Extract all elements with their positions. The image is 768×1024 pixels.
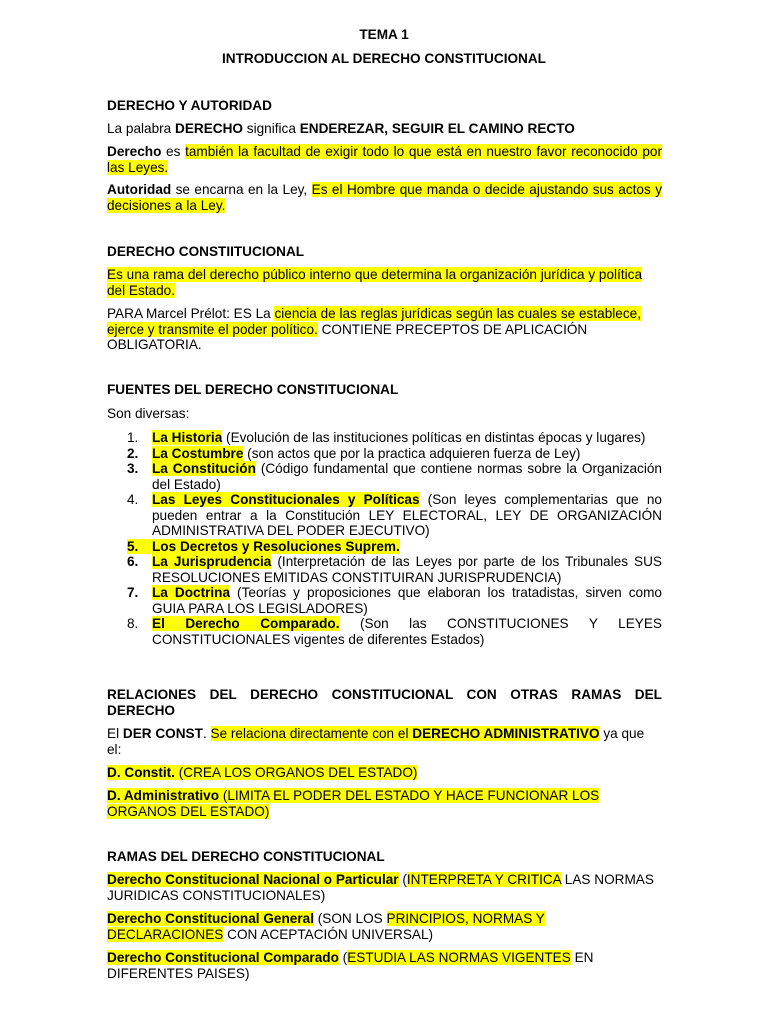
section-heading-ramas: RAMAS DEL DERECHO CONSTITUCIONAL [107,849,385,864]
paragraph: D. Constit. (CREA LOS ORGANOS DEL ESTADO) [107,765,418,780]
paragraph: D. Administrativo (LIMITA EL PODER DEL ESTADO Y HACE FUNCIONAR LOS ORGANOS DEL ESTADO) [107,788,600,819]
paragraph: Derecho Constitucional Nacional o Particular (INTERPRETA Y CRITICA LAS NORMAS JURIDICAS CONSTITUCIONALES) [107,872,654,903]
sources-list [107,430,662,647]
list-item: 8. El Derecho Comparado. (Son las CONSTITUCIONES Y LEYES CONSTITUCIONALES vigentes de diferentes Estados) [127,616,662,647]
paragraph: Derecho Constitucional General (SON LOS PRINCIPIOS, NORMAS Y DECLARACIONES CON ACEPTACIÓN UNIVERSAL) [107,911,545,942]
list-item: 3. La Constitución (Código fundamental que contiene normas sobre la Organización del Estado) [127,461,662,492]
paragraph: La palabra DERECHO significa ENDEREZAR, SEGUIR EL CAMINO RECTO [107,121,575,136]
list-item: 6. La Jurisprudencia (Interpretación de las Leyes por parte de los Tribunales SUS RESOLUCIONES EMITIDAS CONSTITUIRAN JURISPRUDENCIA) [127,554,662,585]
paragraph: Es una rama del derecho público interno que determina la organización jurídica y política del Estado. [107,267,643,298]
list-item: 5. Los Decretos y Resoluciones Suprem. [127,538,400,554]
section-heading-derecho-constitucional: DERECHO CONSTIITUCIONAL [107,244,305,259]
section-heading-relaciones: RELACIONES DEL DERECHO CONSTITUCIONAL CON OTRAS RAMAS DEL DERECHO [107,687,662,718]
list-item: 7. La Doctrina (Teorías y proposiciones que elaboran los tratadistas, sirven como GUIA PARA LOS LEGISLADORES) [127,585,662,616]
list-intro: Son diversas: [107,406,190,421]
list-item: 2. La Costumbre (son actos que por la practica adquieren fuerza de Ley) [127,445,581,461]
doc-subtitle: INTRODUCCION AL DERECHO CONSTITUCIONAL [222,51,546,66]
section-heading-fuentes: FUENTES DEL DERECHO CONSTITUCIONAL [107,382,399,397]
list-item: 4. Las Leyes Constitucionales y Políticas (Son leyes complementarias que no pueden entrar a la Constitución LEY ELECTORAL, LEY DE ORGANIZACIÓN ADMINISTRATIVA DEL PODER EJECUTIVO) [127,492,662,538]
paragraph: Derecho es también la facultad de exigir todo lo que está en nuestro favor reconocido por las Leyes. [107,144,662,175]
paragraph: Derecho Constitucional Comparado (ESTUDIA LAS NORMAS VIGENTES EN DIFERENTES PAISES) [107,950,594,981]
paragraph: El DER CONST. Se relaciona directamente con el DERECHO ADMINISTRATIVO ya que el: [107,726,645,757]
list-item: 1. La Historia (Evolución de las instituciones políticas en distintas épocas y lugares) [127,430,646,445]
paragraph: Autoridad se encarna en la Ley, Es el Hombre que manda o decide ajustando sus actos y decisiones a la Ley. [107,182,662,213]
doc-title: TEMA 1 [359,27,409,42]
section-heading-derecho-autoridad: DERECHO Y AUTORIDAD [107,98,272,113]
paragraph: PARA Marcel Prélot: ES La ciencia de las reglas jurídicas según las cuales se establece, ejerce y transmite el poder político. CONTIENE PRECEPTOS DE APLICACIÓN OBLIGATORIA. [107,306,641,352]
